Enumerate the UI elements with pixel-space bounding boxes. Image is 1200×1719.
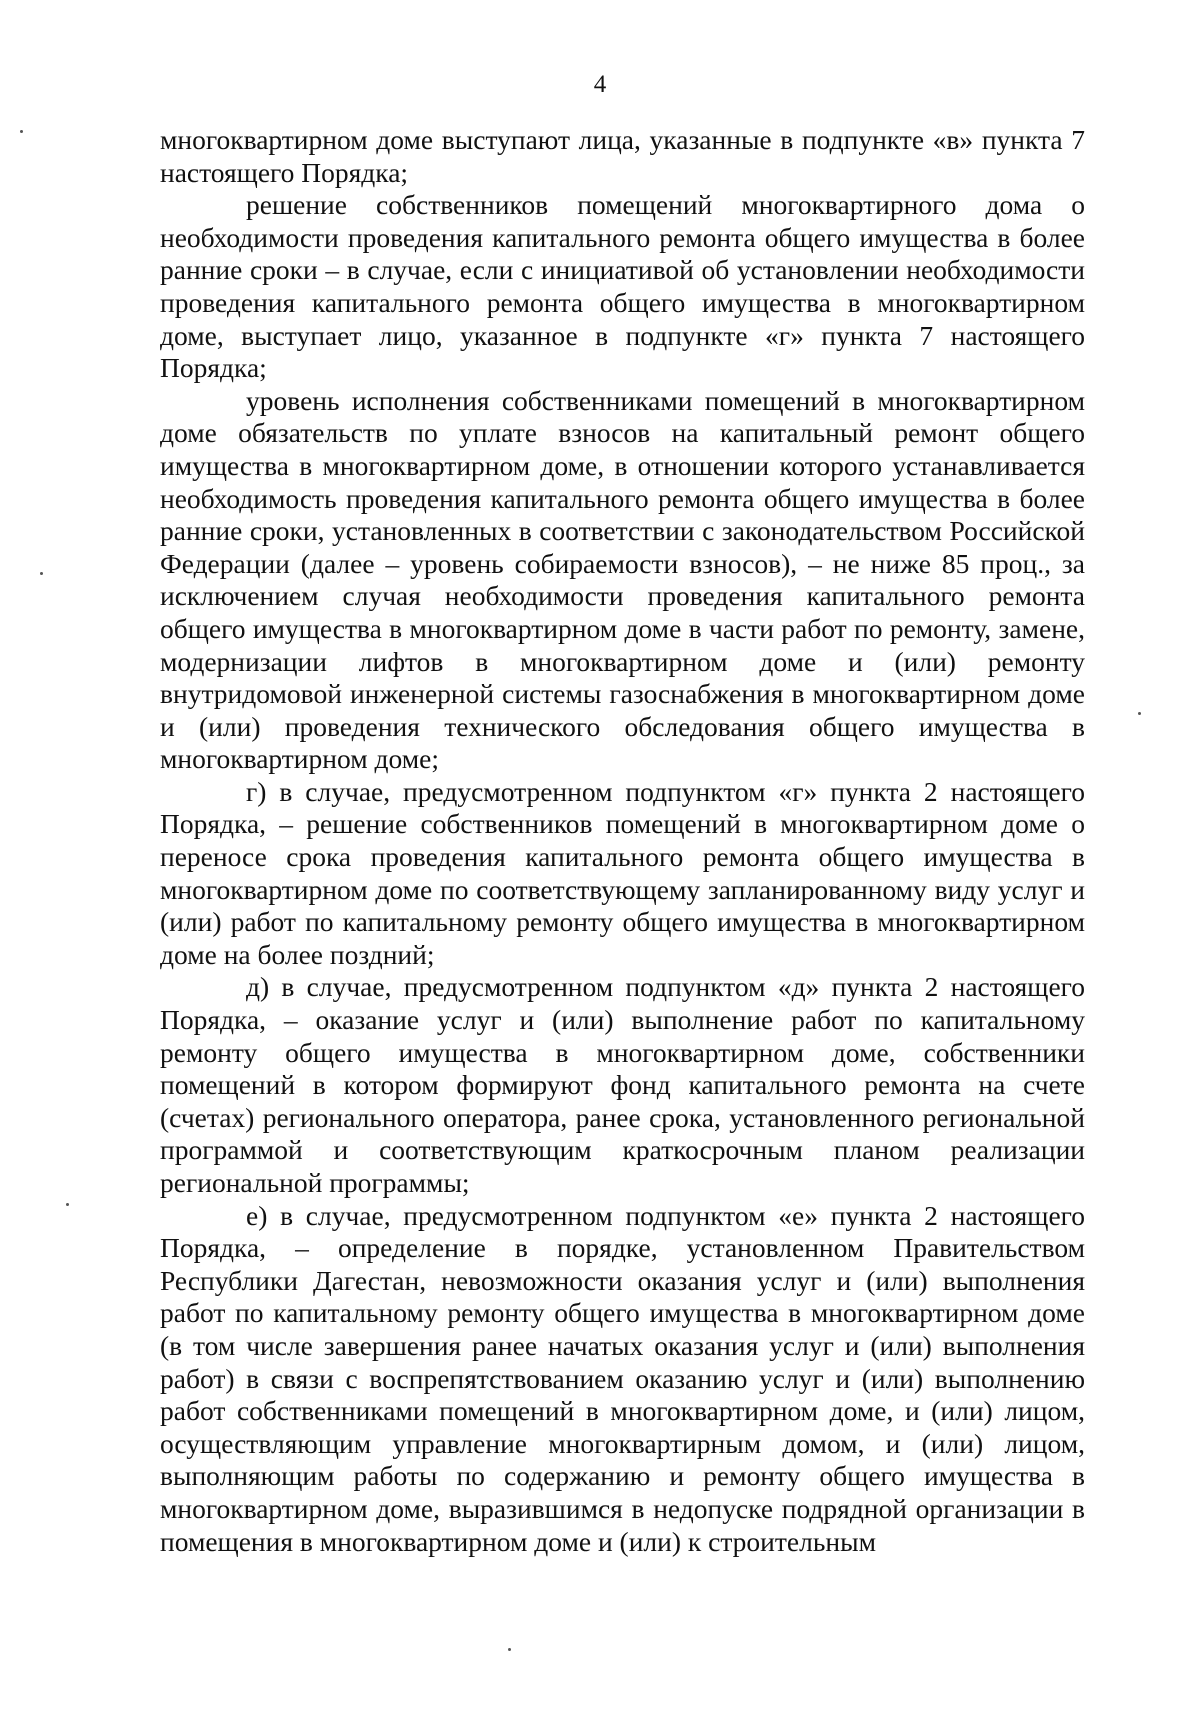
scan-speck (40, 572, 43, 575)
scan-speck (1138, 712, 1141, 715)
paragraph-continuation: многоквартирном доме выступают лица, указанные в подпункте «в» пункта 7 настоящего Порядка; (160, 124, 1085, 188)
paragraph-subitem-e: е) в случае, предусмотренном подпунктом «е» пункта 2 настоящего Порядка, – определение в порядке, установленном Правительством Республики Дагестан, невозможности оказания услуг и (или) выполнения работ по капитальному ремонту общего имущества в многоквартирном доме (в том числе завершения ранее начатых оказания услуг и (или) выполнения работ) в связи с воспрепятствованием оказанию услуг и (или) выполнению работ собственниками помещений в многоквартирном доме, и (или) лицом, осуществляющим управление многоквартирным домом, и (или) лицом, выполняющим работы по содержанию и ремонту общего имущества в многоквартирном доме, выразившимся в недопуске подрядной организации в помещения в многоквартирном доме и (или) к строительным (160, 1199, 1085, 1557)
paragraph-owners-decision: решение собственников помещений многоквартирного дома о необходимости проведения капитального ремонта общего имущества в более ранние сроки – в случае, если с инициативой об установлении необходимости проведения капитального ремонта общего имущества в многоквартирном доме, выступает лицо, указанное в подпункте «г» пункта 7 настоящего Порядка; (160, 189, 1085, 384)
scan-speck (508, 1648, 511, 1651)
paragraph-subitem-g: г) в случае, предусмотренном подпунктом «г» пункта 2 настоящего Порядка, – решение собственников помещений в многоквартирном доме о переносе срока проведения капитального ремонта общего имущества в многоквартирном доме по соответствующему запланированному виду услуг и (или) работ по капитальному ремонту общего имущества в многоквартирном доме на более поздний; (160, 775, 1085, 970)
paragraph-collection-level: уровень исполнения собственниками помещений в многоквартирном доме обязательств по уплате взносов на капитальный ремонт общего имущества в многоквартирном доме, в отношении которого устанавливается необходимость проведения капитального ремонта общего имущества в более ранние сроки, установленных в соответствии с законодательством Российской Федерации (далее – уровень собираемости взносов), – не ниже 85 проц., за исключением случая необходимости проведения капитального ремонта общего имущества в многоквартирном доме в части работ по ремонту, замене, модернизации лифтов в многоквартирном доме и (или) ремонту внутридомовой инженерной системы газоснабжения в многоквартирном доме и (или) проведения технического обследования общего имущества в многоквартирном доме; (160, 384, 1085, 775)
page-number: 4 (593, 71, 607, 98)
scan-speck (20, 130, 23, 133)
document-body (160, 124, 1085, 1558)
paragraph-subitem-d: д) в случае, предусмотренном подпунктом «д» пункта 2 настоящего Порядка, – оказание услуг и (или) выполнение работ по капитальному ремонту общего имущества в многоквартирном доме, собственники помещений в котором формируют фонд капитального ремонта на счете (счетах) регионального оператора, ранее срока, установленного региональной программой и соответствующим краткосрочным планом реализации региональной программы; (160, 971, 1085, 1198)
scan-speck (66, 1203, 69, 1206)
